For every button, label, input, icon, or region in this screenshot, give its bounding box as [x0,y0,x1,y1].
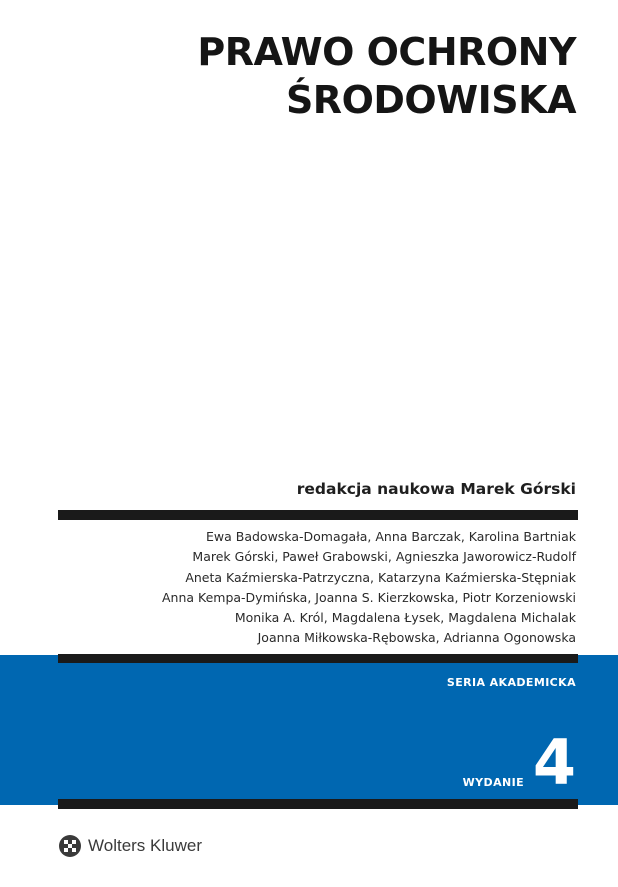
book-title [197,28,576,124]
authors-line: Monika A. Król, Magdalena Łysek, Magdalena Michalak [234,610,576,626]
publisher-mark [58,833,202,859]
wolters-kluwer-logo-icon [58,834,82,858]
edition-number: 4 [532,726,576,799]
top-divider-bar [58,510,578,520]
authors-line: Aneta Kaźmierska-Patrzyczna, Katarzyna Kaźmierska-Stępniak [185,569,576,585]
edition-label: WYDANIE [462,776,524,789]
scientific-editor: redakcja naukowa Marek Górski [296,480,576,498]
authors-line: Marek Górski, Paweł Grabowski, Agnieszka Jaworowicz-Rudolf [192,549,576,565]
authors-line: Anna Kempa-Dymińska, Joanna S. Kierzkowska, Piotr Korzeniowski [161,589,576,605]
series-name: SERIA AKADEMICKA [446,676,576,689]
publisher-name: Wolters Kluwer [88,836,202,855]
authors-line: Ewa Badowska-Domagała, Anna Barczak, Karolina Bartniak [206,529,576,544]
title-line-2: ŚRODOWISKA [285,78,576,122]
authors-line: Joanna Miłkowska-Rębowska, Adrianna Ogonowska [257,630,576,646]
bottom-divider-bar [58,799,578,809]
authors-list [162,527,576,649]
middle-divider-bar [58,654,578,663]
title-line-1: PRAWO OCHRONY [197,30,576,74]
